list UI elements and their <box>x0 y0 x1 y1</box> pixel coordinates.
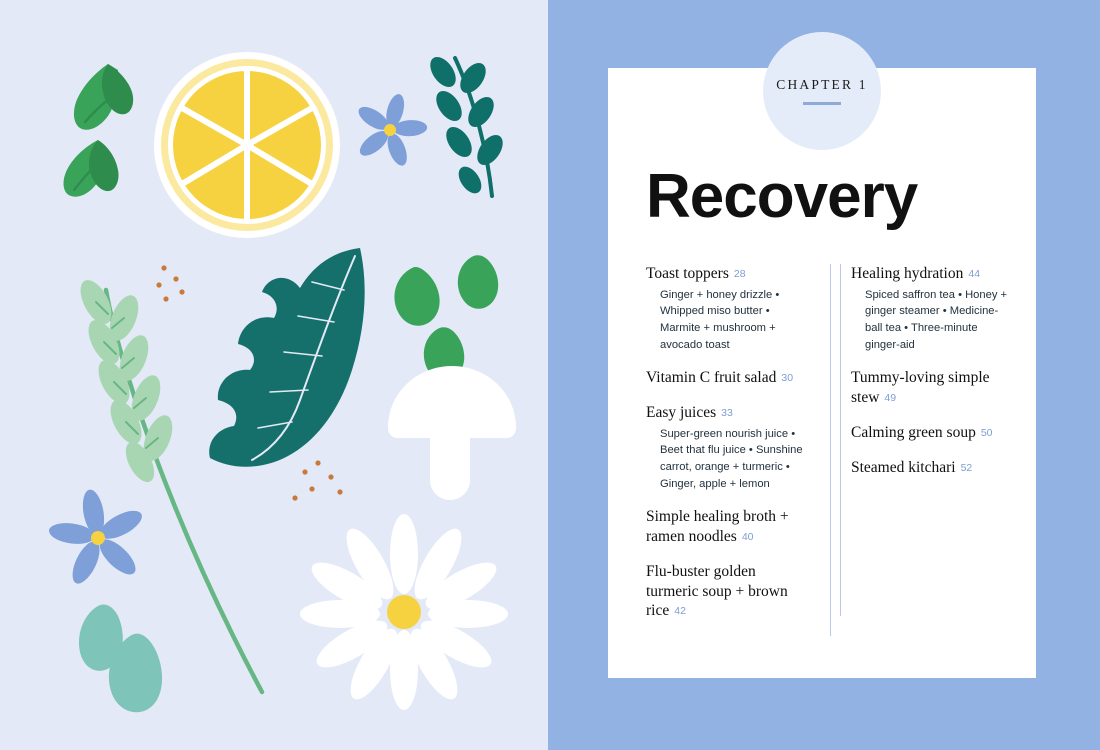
right-page <box>548 0 1100 750</box>
chapter-badge-rule <box>803 102 841 105</box>
oak-leaf-icon <box>209 248 364 467</box>
chapter-label: CHAPTER 1 <box>776 77 868 93</box>
toc-column-right <box>830 264 1014 636</box>
table-of-contents <box>646 264 1014 636</box>
parsley-leaf-upper-icon <box>74 64 133 130</box>
page-title: Recovery <box>646 162 918 231</box>
toc-entry[interactable] <box>646 507 812 547</box>
toc-entry[interactable] <box>646 562 812 621</box>
mushroom-icon <box>388 366 516 500</box>
toc-entry-title: Tummy-loving simple stew <box>851 369 990 406</box>
blue-flower-small-icon <box>344 85 435 174</box>
blue-flower-large-icon <box>40 481 155 592</box>
toc-entry-title: Vitamin C fruit salad <box>646 369 777 387</box>
toc-page-number: 44 <box>968 268 981 280</box>
toc-page-number: 33 <box>721 406 733 419</box>
parsley-leaf-lower-icon <box>64 140 119 197</box>
toc-page-number: 30 <box>781 372 794 385</box>
toc-entry[interactable] <box>646 403 812 492</box>
chapter-badge <box>763 32 881 150</box>
green-bean-large-icon <box>394 267 439 326</box>
green-bean-small-icon <box>458 255 498 309</box>
left-page <box>0 0 548 750</box>
toc-entry[interactable] <box>646 264 812 353</box>
toc-entry-title: Calming green soup <box>851 423 976 441</box>
toc-page-number: 52 <box>960 461 973 474</box>
toc-entry-subitems: Spiced saffron tea • Honey + ginger steamer • Medicine-ball tea • Three-minute ginger-aid <box>865 288 1008 351</box>
lemon-slice-icon <box>154 52 340 238</box>
toc-page-number: 50 <box>980 426 993 439</box>
toc-entry-title: Steamed kitchari <box>851 458 956 476</box>
chapter-card <box>608 68 1036 678</box>
toc-entry[interactable] <box>646 368 812 388</box>
toc-page-number: 49 <box>884 391 897 404</box>
toc-entry-subitems: Super-green nourish juice • Beet that flu juice • Sunshine carrot, orange + turmeric • Ginger, apple + lemon <box>660 427 803 490</box>
toc-entry-title: Healing hydration <box>851 265 964 282</box>
daisy-icon <box>300 514 508 710</box>
toc-entry-subitems: Ginger + honey drizzle • Whipped miso butter • Marmite + mushroom + avocado toast <box>660 288 780 351</box>
toc-entry[interactable] <box>851 264 1014 353</box>
toc-entry-title: Toast toppers <box>646 265 729 282</box>
toc-entry[interactable] <box>851 368 1014 408</box>
toc-page-number: 40 <box>741 530 754 543</box>
illustration-canvas <box>0 0 548 750</box>
herb-sprig-icon <box>425 52 508 197</box>
toc-column-left <box>646 264 830 636</box>
toc-page-number: 28 <box>733 268 746 280</box>
toc-entry[interactable] <box>851 423 1014 443</box>
toc-entry-title: Easy juices <box>646 403 717 421</box>
toc-entry-title: Flu-buster golden turmeric soup + brown rice <box>646 562 788 620</box>
toc-entry[interactable] <box>851 458 1014 478</box>
toc-entry-title: Simple healing broth + ramen noodles <box>646 508 789 545</box>
toc-page-number: 42 <box>674 605 686 618</box>
